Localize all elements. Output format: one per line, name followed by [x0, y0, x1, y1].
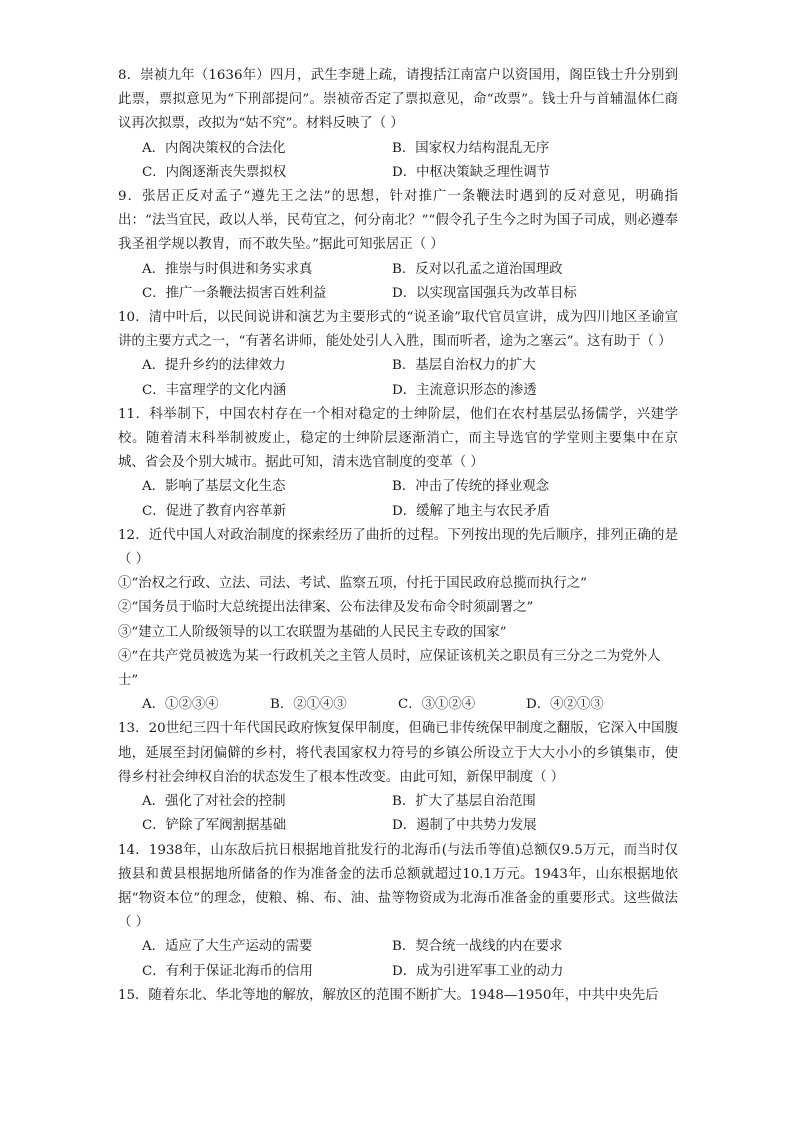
option-a[interactable]: A．内阁决策权的合法化: [142, 140, 286, 156]
option-b[interactable]: B．国家权力结构混乱无序: [392, 140, 550, 156]
question-14: [118, 839, 678, 984]
option-list: [118, 137, 678, 185]
option-b[interactable]: B．冲击了传统的择业观念: [392, 479, 550, 495]
question-stem: 10．清中叶后，以民间说讲和演艺为主要形式的“说圣谕”取代官员宣讲，成为四川地区圣谕宣讲的主要方式之一，“有著名讲师，能处处引人入胜，围而听者，途为之塞云”。这有助于（ ）: [118, 310, 678, 350]
statement-3: ③“建立工人阶级领导的以工农联盟为基础的人民民主专政的国家”: [118, 624, 507, 640]
option-d[interactable]: D．④②①③: [526, 697, 604, 713]
question-11: [118, 403, 678, 524]
option-list: [118, 475, 678, 523]
option-a[interactable]: A．影响了基层文化生态: [142, 479, 286, 495]
question-stem: 13．20世纪三四十年代国民政府恢复保甲制度，但确已非传统保甲制度之翻版，它深入中国腹地，延展至封闭偏僻的乡村，将代表国家权力符号的乡镇公所设立于大大小小的乡镇集市，使得乡村社会绅权自治的状态发生了根本性改变。由此可知，新保甲制度（ ）: [118, 721, 678, 785]
option-c[interactable]: C．有利于保证北海币的信用: [142, 963, 313, 979]
question-stem: 9．张居正反对孟子“遵先王之法”的思想，针对推广一条鞭法时遇到的反对意见，明确指出：“法当宜民，政以人举，民苟宜之，何分南北？”“假令孔子生今之时为国子司成，则必遵奉我圣祖学规以教胄，而不敢失坠。”据此可知张居正（ ）: [118, 189, 678, 253]
option-c[interactable]: C．丰富理学的文化内涵: [142, 382, 287, 398]
option-c[interactable]: C．推广一条鞭法损害百姓利益: [142, 285, 327, 301]
option-a[interactable]: A．推崇与时俱进和务实求真: [142, 261, 313, 277]
question-stem: 12．近代中国人对政治制度的探索经历了曲折的过程。下列按出现的先后顺序，排列正确的是（ ）: [118, 527, 678, 568]
option-d[interactable]: D．以实现富国强兵为改革目标: [392, 285, 577, 301]
option-b[interactable]: B．②①④③: [270, 697, 347, 713]
option-list: [118, 693, 678, 717]
option-b[interactable]: B．契合统一战线的内在要求: [392, 939, 563, 955]
question-stem: 11．科举制下，中国农村存在一个相对稳定的士绅阶层，他们在农村基层弘扬儒学，兴建学校。随着清末科举制被废止，稳定的士绅阶层逐渐消亡，而主导选官的学堂则主要集中在京城、省会及个别大城市。据此可知，清末选官制度的变革（ ）: [118, 406, 678, 471]
option-list: [118, 935, 678, 983]
statement-2: ②“国务员于临时大总统提出法律案、公布法律及发布命令时须副署之”: [118, 600, 534, 616]
option-d[interactable]: D．中枢决策缺乏理性调节: [392, 164, 551, 180]
option-list: [118, 790, 678, 838]
option-list: [118, 258, 678, 306]
statement-4: ④“在共产党员被选为某一行政机关之主管人员时，应保证该机关之职员有三分之二为党外人士”: [118, 648, 661, 689]
question-stem: 8．崇祯九年（1636年）四月，武生李琎上疏，请搜括江南富户以资国用，阁臣钱士升分别到此票，票拟意见为“下刑部提问”。崇祯帝否定了票拟意见，命“改票”。钱士升与首辅温体仁商议再次拟票，改拟为“姑不究”。材料反映了（ ）: [118, 68, 678, 132]
question-stem: 14．1938年，山东敌后抗日根据地首批发行的北海币(与法币等值)总额仅9.5万元，而当时仅掖县和黄县根据地所储备的作为准备金的法币总额就超过10.1万元。1943年，山东根据地依据“物资本位”的理念，使粮、棉、布、油、盐等物资成为北海币准备金的重要形式。这些做法（ ）: [118, 842, 678, 931]
option-b[interactable]: B．基层自治权力的扩大: [392, 358, 536, 374]
question-9: [118, 185, 678, 306]
option-c[interactable]: C．促进了教育内容革新: [142, 503, 287, 519]
question-stem: 15．随着东北、华北等地的解放，解放区的范围不断扩大。1948—1950年，中共中央先后: [118, 987, 659, 1003]
option-a[interactable]: A．提升乡约的法律效力: [142, 358, 286, 374]
option-a[interactable]: A．适应了大生产运动的需要: [142, 939, 313, 955]
exam-page: [118, 64, 678, 1008]
question-12: [118, 524, 678, 718]
question-15: [118, 984, 678, 1008]
statement-1: ①“治权之行政、立法、司法、考试、监察五项，付托于国民政府总揽而执行之”: [118, 576, 587, 592]
question-13: [118, 717, 678, 838]
option-a[interactable]: A．①②③④: [142, 697, 219, 713]
option-c[interactable]: C．内阁逐渐丧失票拟权: [142, 164, 287, 180]
option-d[interactable]: D．成为引进军事工业的动力: [392, 963, 564, 979]
option-c[interactable]: C．③①②④: [398, 697, 476, 713]
option-b[interactable]: B．反对以孔孟之道治国理政: [392, 261, 563, 277]
option-d[interactable]: D．遏制了中共势力发展: [392, 818, 537, 834]
option-b[interactable]: B．扩大了基层自治范围: [392, 794, 536, 810]
question-8: [118, 64, 678, 185]
option-c[interactable]: C．铲除了军阀割据基础: [142, 818, 287, 834]
option-a[interactable]: A．强化了对社会的控制: [142, 794, 286, 810]
question-10: [118, 306, 678, 403]
option-d[interactable]: D．缓解了地主与农民矛盾: [392, 503, 551, 519]
option-d[interactable]: D．主流意识形态的渗透: [392, 382, 537, 398]
option-list: [118, 354, 678, 402]
